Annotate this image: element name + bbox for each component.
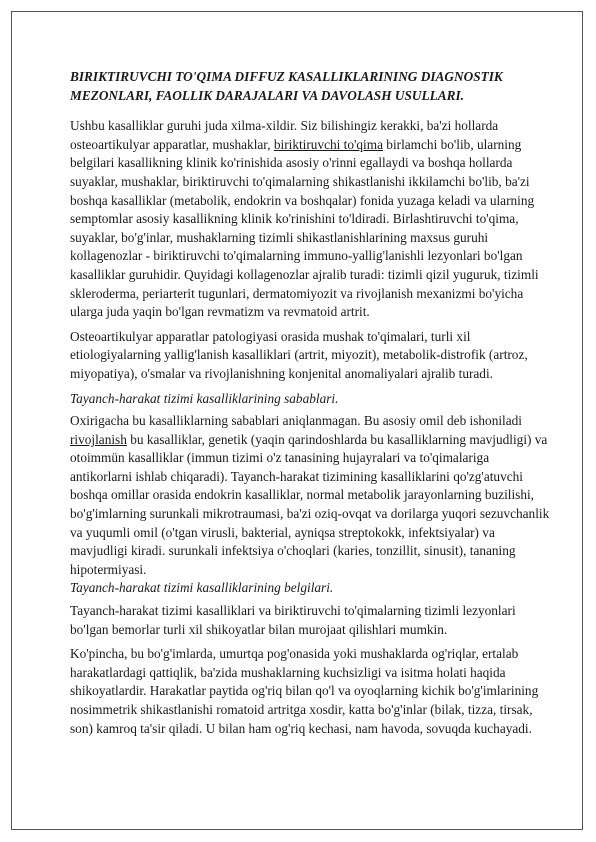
paragraph-causes-text-a: Oxirigacha bu kasalliklarning sabablari aniqlanmagan. Bu asosiy omil deb ishoniladi (70, 413, 522, 429)
paragraph-causes-text-b: bu kasalliklar, genetik (yaqin qarindoshlarda bu kasalliklarning mavjudligi) va otoimmün kasalliklar (immun tizimi o'z tanasining hujayralari va to'qimalariga antikorlarni ishlab chiqaradi). Tayanch-harakat tizimining kasalliklarini qo'zg'atuvchi boshqa omillar orasida endokrin kasalliklar, normal metabolik jarayonlarning buzilishi, bo'g'imlarning surunkali mikrotraumasi, ba'zi oziq-ovqat va dorilarga yuqori sezuvchanlik va yuqumli omil (o'tgan virusli, bakterial, ayniqsa streptokokk, infektsiyalar) va mavjudligi kiradi. surunkali infektsiya o'choqlari (karies, tonzillit, sinusit), tananing hipotermiyasi. (70, 431, 550, 577)
paragraph-intro-text-a: Ushbu kasalliklar guruhi juda xilma-xildir. Siz bilishingiz kerakki, ba'zi hollarda osteoartikulyar apparatlar, mushaklar, (70, 118, 499, 152)
document-title: BIRIKTIRUVCHI TO'QIMA DIFFUZ KASALLIKLARINING DIAGNOSTIK MEZONLARI, FAOLLIK DARAJALARI VA DAVOLASH USULLARI. (70, 69, 503, 103)
paragraph-pathology: Osteoartikulyar apparatlar patologiyasi orasida mushak to'qimalari, turli xil etiologiyalarning yallig'lanish kasalliklari (artrit, miyozit), metabolik-distrofik (artroz, miyopatiya), o'smalar va rivojlanishning konjenital anomaliyalari ajralib turadi. (70, 328, 528, 381)
paragraph-symptoms-intro: Tayanch-harakat tizimi kasalliklari va biriktiruvchi to'qimalarning tizimli lezyonlari bo'lgan bemorlar turli xil shikoyatlar bilan murojaat qilishlari mumkin. (70, 603, 516, 637)
paragraph-intro (70, 117, 554, 322)
paragraph-symptoms-detail: Ko'pincha, bu bo'g'imlarda, umurtqa pog'onasida yoki mushaklarda og'riqlar, ertalab harakatlardagi qattiqlik, ba'zida mushaklarning kuchsizligi va isitma holati haqida shikoyatlardir. Harakatlar paytida og'riq bilan qo'l va oyoqlarning kichik bo'g'imlarining nosimmetrik shikastlanishi romatoid artritga xosdir, katta bo'g'inlar (bilak, tizza, tirsak, son) kamroq ta'sir qiladi. U bilan ham og'riq kechasi, nam havoda, sovuqda kuchayadi. (70, 646, 539, 736)
link-biriktiruvchi-toqima[interactable]: biriktiruvchi to'qima (273, 136, 383, 152)
paragraph-intro-text-b: birlamchi bo'lib, ularning belgilari kasallikning klinik ko'rinishida asosiy o'rinni egallaydi va boshqa hollarda suyaklar, mushaklar, biriktiruvchi to'qimalarning shikastlanishi ikkilamchi bo'lib, ba'zi boshqa kasalliklar (metabolik, endokrin va boshqalar) fonida yuzaga keladi va ularning semptomlar asosiy kasallikning klinik ko'rinishini to'ldiradi. Birlashtiruvchi to'qima, suyaklar, bo'g'inlar, mushaklarning tizimli shikastlanishlarining maxsus guruhi kollagenozlar - biriktiruvchi to'qimalarning immuno-yallig'lanishli lezyonlari bo'lgan kasalliklar guruhidir. Quyidagi kollagenozlar ajralib turadi: tizimli qizil yuguruk, tizimli skleroderma, periarterit tugunlari, dermatomiyozit va rivojlanish mexanizmi bo'yicha ularga juda yaqin bo'lgan revmatizm va revmatoid artrit. (70, 136, 539, 320)
document-body (70, 68, 554, 744)
paragraph-causes (70, 412, 554, 579)
link-rivojlanish[interactable]: rivojlanish (70, 431, 127, 447)
subheading-causes: Tayanch-harakat tizimi kasalliklarining sabablari. (70, 390, 339, 406)
page-frame (11, 11, 583, 830)
subheading-symptoms: Tayanch-harakat tizimi kasalliklarining belgilari. (70, 580, 334, 596)
